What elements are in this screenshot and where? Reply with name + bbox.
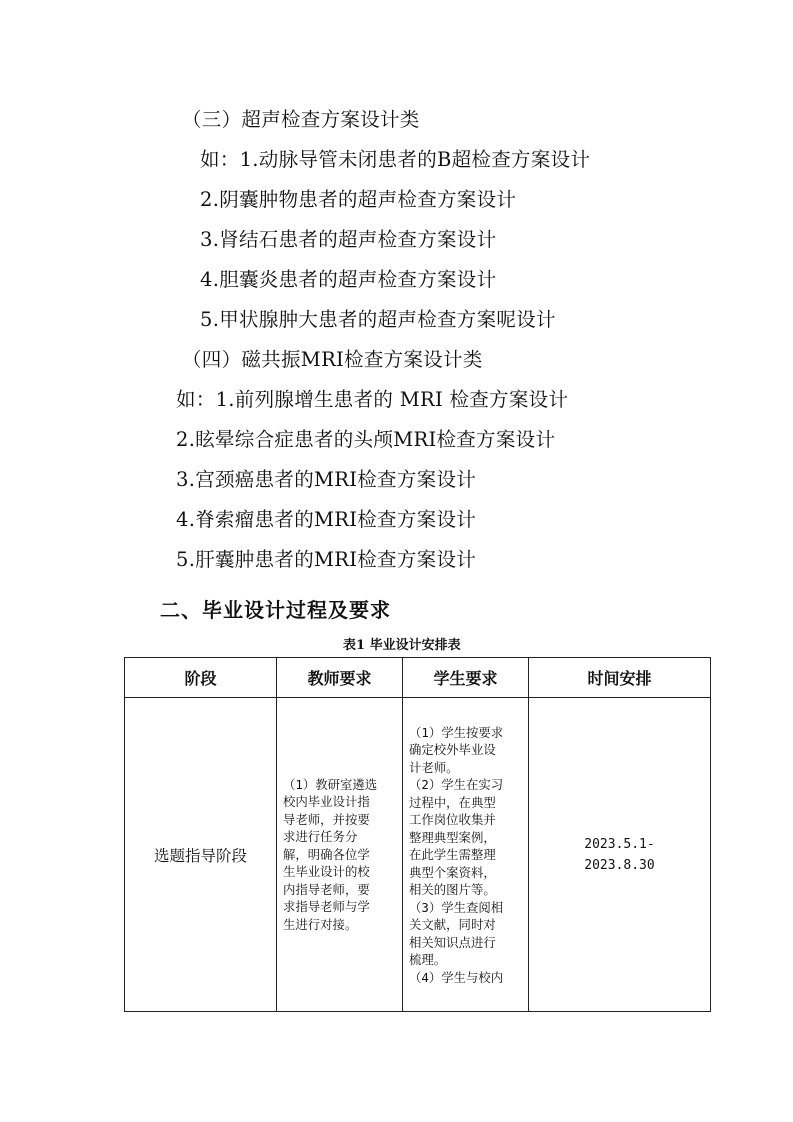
teacher-req-text: （1）教研室遴选 校内毕业设计指 导老师，并按要 求进行任务分 解，明确各位学 生毕业设计的校 内指导老师，要 求指导老师与学 生进行对接。 xyxy=(283,776,378,932)
section3-item-4: 4.胆囊炎患者的超声检查方案设计 xyxy=(200,268,497,291)
header-student-req: 学生要求 xyxy=(403,658,529,698)
section4-item-4: 4.脊索瘤患者的MRI检查方案设计 xyxy=(176,508,477,531)
schedule-table xyxy=(124,657,711,1012)
section3-heading: （三）超声检查方案设计类 xyxy=(182,108,420,131)
part2-heading: 二、毕业设计过程及要求 xyxy=(160,598,391,622)
section4-item-3: 3.宫颈癌患者的MRI检查方案设计 xyxy=(176,468,477,491)
table-row xyxy=(125,698,711,1012)
time-cell xyxy=(529,698,711,1012)
section4-heading: （四）磁共振MRI检查方案设计类 xyxy=(182,348,483,371)
section4-item-2: 2.眩晕综合症患者的头颅MRI检查方案设计 xyxy=(176,428,556,451)
header-schedule: 时间安排 xyxy=(529,658,711,698)
student-req-cell xyxy=(403,698,529,1012)
time-start: 2023.5.1- xyxy=(584,836,655,852)
table-header-row xyxy=(125,658,711,698)
header-stage: 阶段 xyxy=(125,658,277,698)
student-req-text: （1）学生按要求 确定校外毕业设 计老师。 （2）学生在实习 过程中，在典型 工作岗位收集并 整理典型案例， 在此学生需整理 典型个案资料， 相关的图片等。 （3）学生查阅相 关文献，同时对 相关知识点进行 梳理。 （4）学生与校内 xyxy=(409,724,504,985)
section4-item-1: 如：1.前列腺增生患者的 MRI 检查方案设计 xyxy=(176,388,569,411)
header-teacher-req: 教师要求 xyxy=(277,658,403,698)
stage-cell: 选题指导阶段 xyxy=(125,698,277,1012)
section3-item-1: 如：1.动脉导管未闭患者的B超检查方案设计 xyxy=(200,148,591,171)
section3-item-2: 2.阴囊肿物患者的超声检查方案设计 xyxy=(200,188,517,211)
teacher-req-cell xyxy=(277,698,403,1012)
section3-item-3: 3.肾结石患者的超声检查方案设计 xyxy=(200,228,497,251)
table-caption: 表1 毕业设计安排表 xyxy=(343,638,461,653)
section3-item-5: 5.甲状腺肿大患者的超声检查方案呢设计 xyxy=(200,308,556,331)
section4-item-5: 5.肝囊肿患者的MRI检查方案设计 xyxy=(176,548,477,571)
time-end: 2023.8.30 xyxy=(584,857,655,873)
